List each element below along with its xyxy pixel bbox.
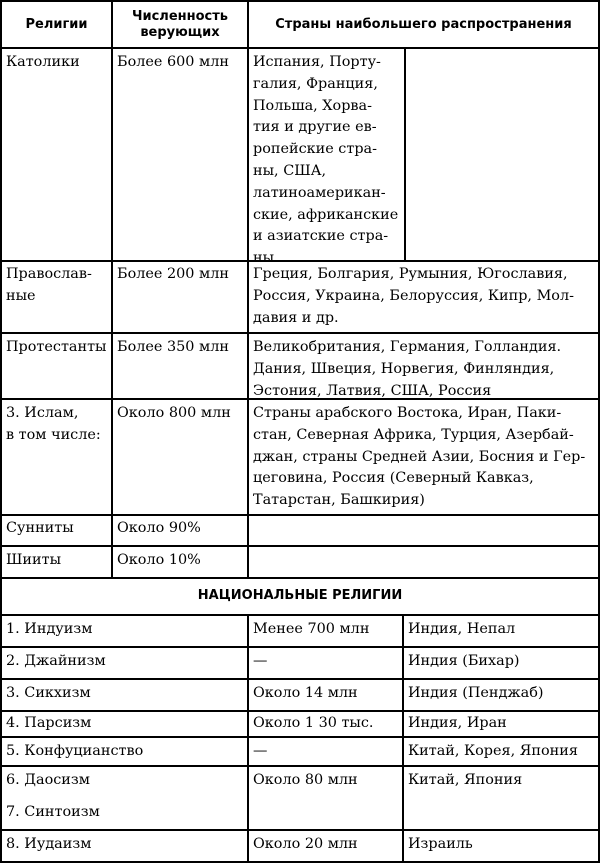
header-bottom-border [0,47,600,49]
countries-list: Страны арабского Востока, Иран, Паки- стан, Северная Африка, Турция, Азербай- джан, страны Средней Азии, Босния и Гер- цеговина, Россия (Северный Кавказ, Татарстан, Башкирия) [253,405,586,509]
countries-list: Израиль [408,836,473,852]
row-divider [0,678,600,680]
row-divider [0,614,600,616]
countries-list: Великобритания, Германия, Голландия. Дания, Швеция, Норвегия, Финляндия, Эстония, Латвия, США, Россия [253,339,562,399]
believers-count: Около 1 30 тыс. [253,715,374,731]
religion-name: 3. Сикхизм [6,685,91,701]
countries-list: Китай, Япония [408,772,523,788]
religion-name: 7. Синтоизм [6,804,100,820]
religion-name: Православ- ные [6,266,92,304]
believers-count: Более 600 млн [117,54,229,70]
header-religion: Религии [25,16,88,32]
row-divider [0,545,600,547]
countries-list: Индия, Непал [408,621,516,637]
section-title: НАЦИОНАЛЬНЫЕ РЕЛИГИИ [197,588,403,603]
religion-name: 1. Индуизм [6,621,93,637]
believers-count: Около 800 млн [117,405,231,421]
header-countries: Страны наибольшего распространения [275,16,572,32]
column-divider [111,0,113,577]
countries-list: Греция, Болгария, Румыния, Югославия, Россия, Украина, Белоруссия, Кипр, Мол- давия и др. [253,266,574,326]
column-divider [247,614,249,863]
column-divider [404,47,406,260]
religion-name: 8. Иудаизм [6,836,92,852]
row-divider [0,710,600,712]
row-divider [0,577,600,579]
row-divider [0,514,600,516]
believers-count: Более 200 млн [117,266,229,282]
row-divider [0,646,600,648]
religion-name: Сунниты [6,520,74,536]
row-divider [0,765,600,767]
believers-count: Около 10% [117,552,201,568]
religion-name: 6. Даосизм [6,772,90,788]
believers-count: Около 80 млн [253,772,358,788]
countries-list: Испания, Порту- галия, Франция, Польша, Хорва- тия и другие ев- ропейские стра- ны, США, латиноамерикан- ские, африканские и азиатские стра- ны [253,54,399,267]
believers-count: — [253,653,268,669]
religion-name: 4. Парсизм [6,715,92,731]
row-divider [0,332,600,334]
column-divider [247,0,249,577]
column-divider [402,614,404,863]
row-divider [0,736,600,738]
religion-name: Католики [6,54,80,70]
believers-count: Около 14 млн [253,685,358,701]
religion-name: 2. Джайнизм [6,653,106,669]
believers-count: — [253,743,268,759]
believers-count: Менее 700 млн [253,621,370,637]
table-left-border [0,0,2,863]
countries-list: Индия (Бихар) [408,653,520,669]
row-divider [0,829,600,831]
countries-list: Индия, Иран [408,715,507,731]
believers-count: Более 350 млн [117,339,229,355]
religion-name: 3. Ислам, в том числе: [6,405,101,443]
religion-name: 5. Конфуцианство [6,743,144,759]
religion-name: Шииты [6,552,62,568]
believers-count: Около 20 млн [253,836,358,852]
countries-list: Китай, Корея, Япония [408,743,578,759]
believers-count: Около 90% [117,520,201,536]
header-believers: Численность верующих [131,8,228,40]
religion-name: Протестанты [6,339,107,355]
countries-list: Индия (Пенджаб) [408,685,544,701]
